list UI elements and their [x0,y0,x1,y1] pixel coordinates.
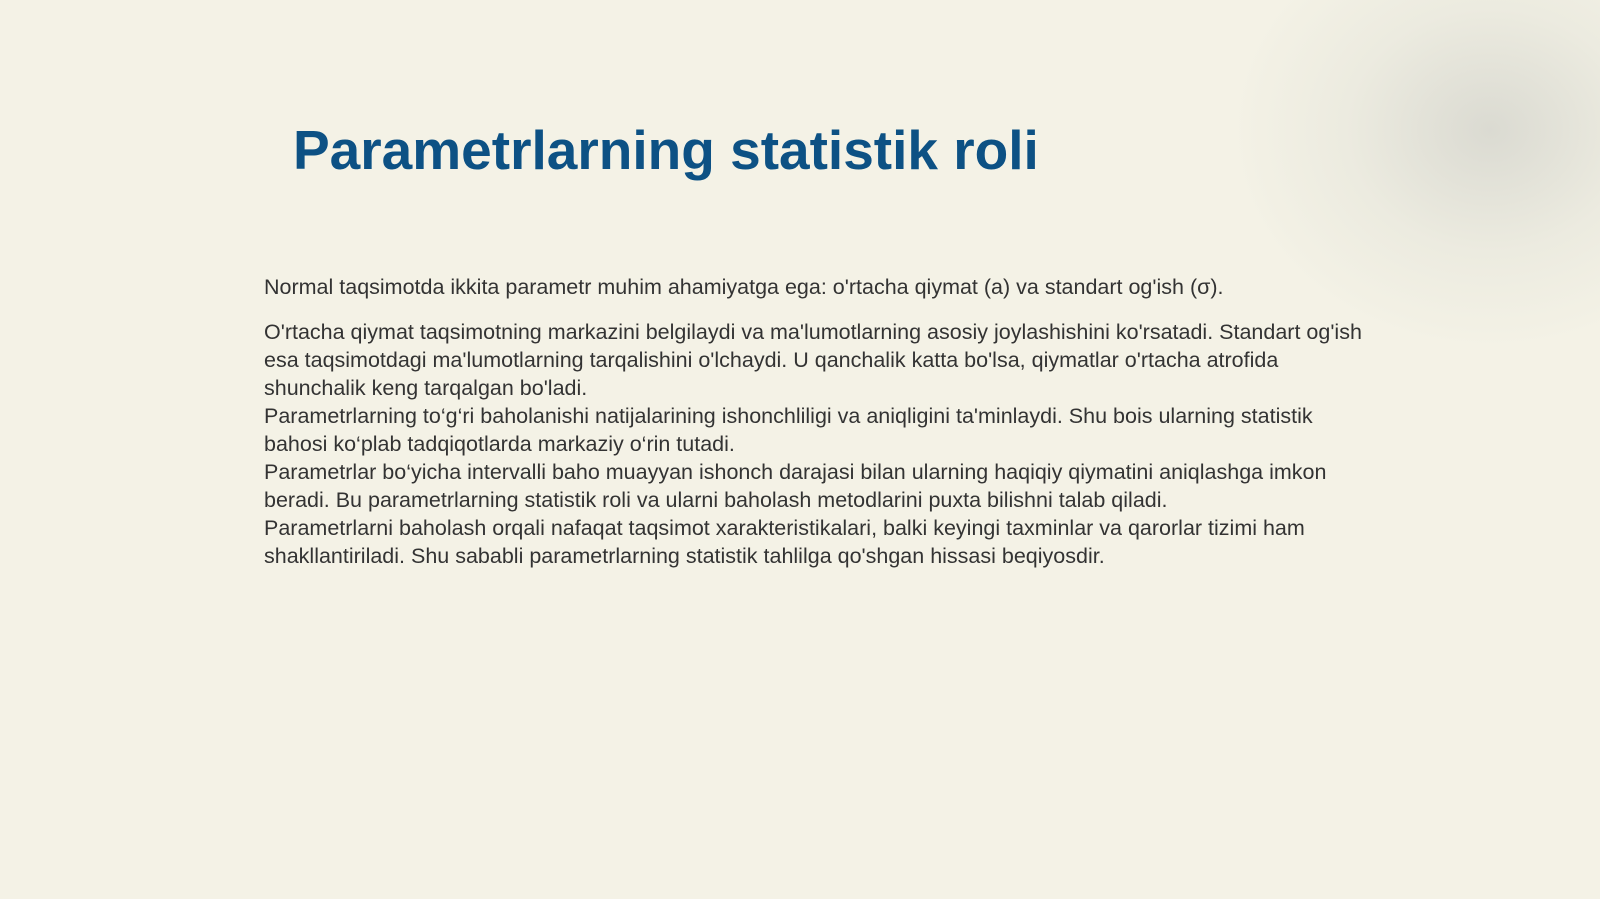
body-paragraph-3: Parametrlar bo‘yicha intervalli baho muayyan ishonch darajasi bilan ularning haqiqiy qiymatini aniqlashga imkon beradi. Bu parametrlarning statistik roli va ularni baholash metodlarini puxta bilishni talab qiladi. [264,460,1327,512]
intro-paragraph: Normal taqsimotda ikkita parametr muhim ahamiyatga ega: o'rtacha qiymat (a) va standart og'ish (σ). [264,275,1224,299]
body-paragraph-1: O'rtacha qiymat taqsimotning markazini belgilaydi va ma'lumotlarning asosiy joylashishini ko'rsatadi. Standart og'ish esa taqsimotdagi ma'lumotlarning tarqalishini o'lchaydi. U qanchalik katta bo'lsa, qiymatlar o'rtacha atrofida shunchalik keng tarqalgan bo'ladi. [264,320,1362,400]
slide-body [264,273,1374,570]
body-paragraph-4: Parametrlarni baholash orqali nafaqat taqsimot xarakteristikalari, balki keyingi taxminlar va qarorlar tizimi ham shakllantiriladi. Shu sababli parametrlarning statistik tahlilga qo'shgan hissasi beqiyosdir. [264,516,1305,568]
slide-title: Parametrlarning statistik roli [293,119,1039,181]
body-paragraph-2: Parametrlarning to‘g‘ri baholanishi natijalarining ishonchliligi va aniqligini ta'minlaydi. Shu bois ularning statistik bahosi ko‘plab tadqiqotlarda markaziy o‘rin tutadi. [264,404,1313,456]
